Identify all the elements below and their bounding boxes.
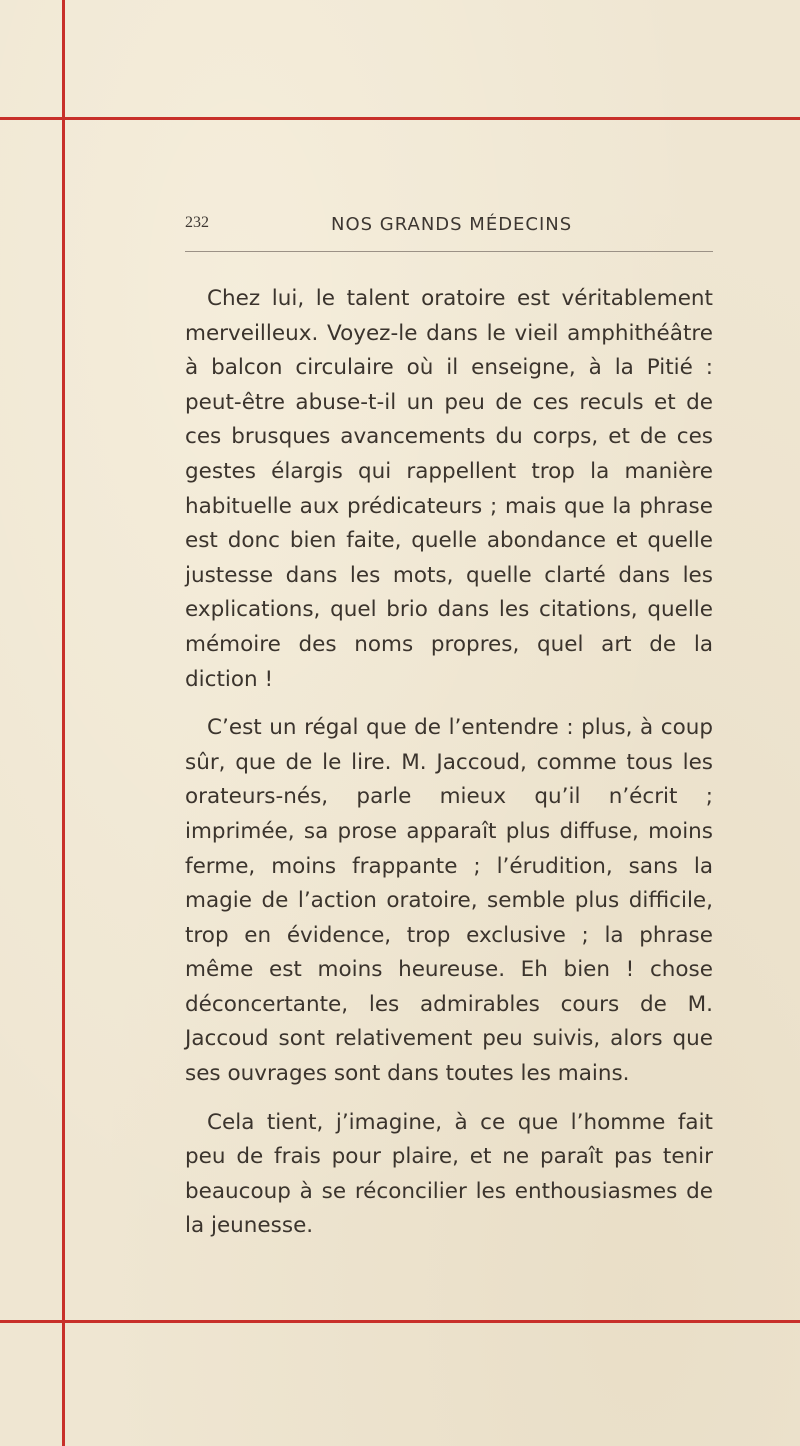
paragraph-1: Chez lui, le talent oratoire est véritablement merveilleux. Voyez-le dans le vieil amphithéâtre à balcon circulaire où il enseigne, à la Pitié : peut-être abuse-t-il un peu de ces reculs et de ces brusques avancements du corps, et de ces gestes élargis qui rappellent trop la manière habituelle aux prédicateurs ; mais que la phrase est donc bien faite, quelle abondance et quelle justesse dans les mots, quelle clarté dans les explications, quel brio dans les citations, quelle mémoire des noms propres, quel art de la diction ! (185, 286, 713, 692)
page-number: 232 (185, 214, 209, 231)
running-head (185, 214, 713, 244)
red-vertical-frame-line (62, 0, 65, 1446)
paragraph-3: Cela tient, j’imagine, à ce que l’homme fait peu de frais pour plaire, et ne paraît pas tenir beaucoup à se réconcilier les enthousiasmes de la jeunesse. (185, 1109, 713, 1239)
red-bottom-frame-line (0, 1320, 800, 1323)
header-divider (185, 251, 713, 252)
paragraph-2: C’est un régal que de l’entendre : plus, à coup sûr, que de le lire. M. Jaccoud, comme tous les orateurs-nés, parle mieux qu’il n’écrit ; imprimée, sa prose apparaît plus diffuse, moins ferme, moins frappante ; l’érudition, sans la magie de l’action oratoire, semble plus difficile, trop en évidence, trop exclusive ; la phrase même est moins heureuse. Eh bien ! chose déconcertante, les admirables cours de M. Jaccoud sont relativement peu suivis, alors que ses ouvrages sont dans toutes les mains. (185, 715, 713, 1087)
red-top-frame-line (0, 117, 800, 120)
running-title: NOS GRANDS MÉDECINS (331, 214, 573, 235)
body-text (185, 282, 713, 1244)
